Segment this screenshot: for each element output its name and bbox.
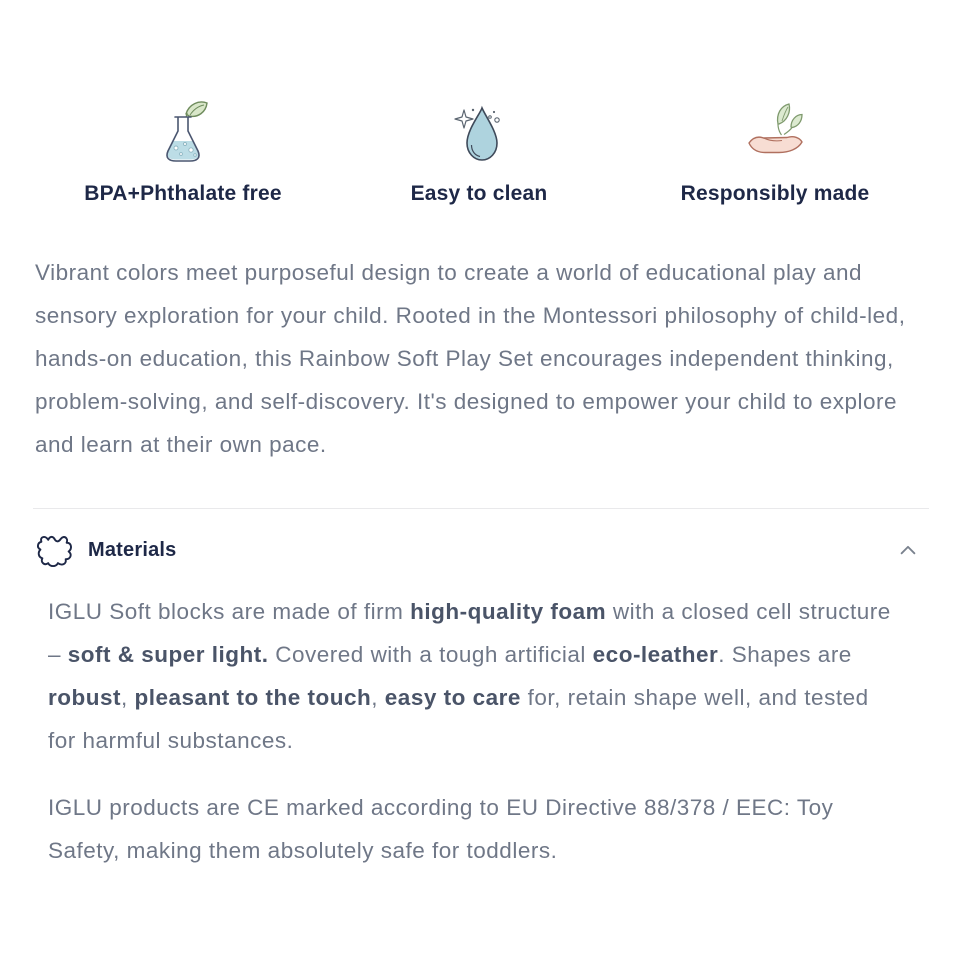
materials-accordion-body — [35, 590, 923, 872]
materials-section-title: Materials — [88, 539, 177, 561]
flask-leaf-icon — [149, 96, 217, 166]
materials-paragraph: IGLU Soft blocks are made of firm high-quality foam with a closed cell structure – soft & super light. Covered with a tough artificial eco-leather. Shapes are robust, pleasant to the touch, easy to care for, retain shape well, and tested for harmful substances. — [48, 599, 891, 753]
hand-leaves-icon — [741, 96, 809, 166]
feature-badges-row — [35, 96, 923, 206]
feature-label-responsibly-made: Responsibly made — [680, 182, 870, 205]
leather-hide-icon — [35, 533, 75, 568]
feature-bpa-free — [35, 96, 331, 206]
water-drop-icon — [445, 96, 513, 166]
materials-accordion — [35, 527, 923, 872]
feature-easy-clean — [331, 96, 627, 206]
section-divider — [33, 508, 929, 509]
materials-paragraph: IGLU products are CE marked according to EU Directive 88/378 / EEC: Toy Safety, making them absolutely safe for toddlers. — [48, 795, 834, 863]
feature-responsibly-made — [627, 96, 923, 206]
feature-label-easy-clean: Easy to clean — [410, 182, 548, 205]
materials-header-left — [35, 533, 897, 568]
materials-accordion-header[interactable] — [35, 527, 923, 574]
chevron-up-icon[interactable] — [897, 540, 919, 562]
feature-label-bpa-free: BPA+Phthalate free — [84, 182, 282, 205]
product-description: Vibrant colors meet purposeful design to create a world of educational play and sensory exploration for your child. Rooted in the Montessori philosophy of child-led, hands-on education, this Rainbow Soft Play Set encourages independent thinking, problem-solving, and self-discovery. It's designed to empower your child to explore and learn at their own pace. — [35, 260, 906, 457]
